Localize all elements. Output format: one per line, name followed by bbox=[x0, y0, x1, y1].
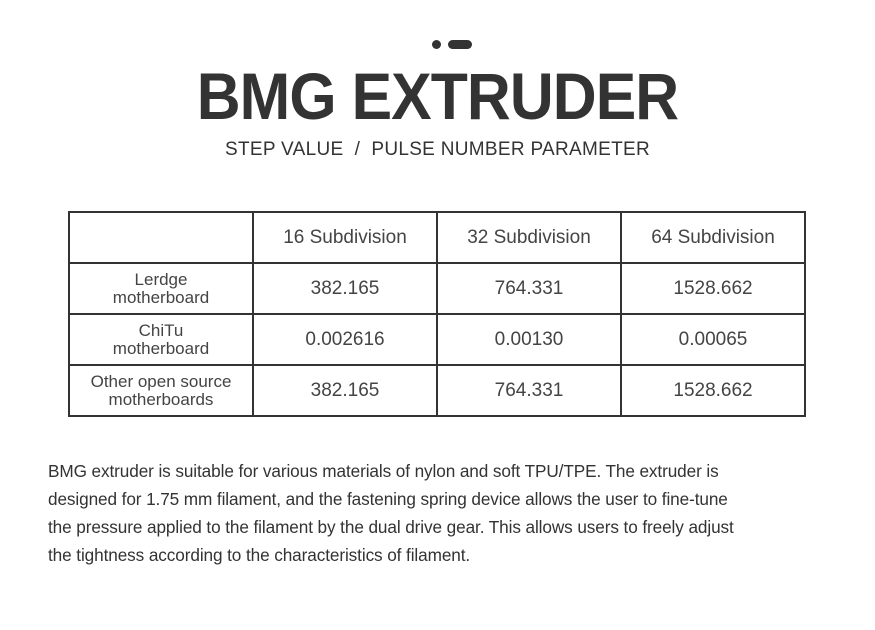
value-cell: 764.331 bbox=[437, 263, 621, 314]
description-line: the pressure applied to the filament by the dual drive gear. This allows users to freely adjust bbox=[48, 517, 734, 537]
dot-icon bbox=[432, 40, 441, 49]
step-value-table bbox=[68, 211, 806, 417]
description-paragraph bbox=[48, 457, 734, 569]
description-line: designed for 1.75 mm filament, and the fastening spring device allows the user to fine-tune bbox=[48, 489, 728, 509]
value-cell: 382.165 bbox=[253, 365, 437, 416]
value-cell: 0.002616 bbox=[253, 314, 437, 365]
value-cell: 382.165 bbox=[253, 263, 437, 314]
row-label bbox=[69, 263, 253, 314]
value-cell: 1528.662 bbox=[621, 263, 805, 314]
value-cell: 0.00130 bbox=[437, 314, 621, 365]
header-cell: 16 Subdivision bbox=[253, 212, 437, 263]
page-title: BMG EXTRUDER bbox=[196, 59, 679, 133]
decorative-dots bbox=[14, 40, 875, 49]
table-row bbox=[69, 263, 805, 314]
header-cell: 64 Subdivision bbox=[621, 212, 805, 263]
table-row bbox=[69, 365, 805, 416]
pill-icon bbox=[448, 40, 472, 49]
row-label-line: Other open source bbox=[90, 371, 232, 391]
value-cell: 1528.662 bbox=[621, 365, 805, 416]
row-label-line: motherboard bbox=[112, 338, 210, 358]
header-cell: 32 Subdivision bbox=[437, 212, 621, 263]
value-cell: 0.00065 bbox=[621, 314, 805, 365]
header-cell-empty bbox=[69, 212, 253, 263]
table-row bbox=[69, 314, 805, 365]
row-label-line: ChiTu bbox=[138, 320, 184, 340]
value-cell: 764.331 bbox=[437, 365, 621, 416]
row-label bbox=[69, 365, 253, 416]
description-line: the tightness according to the characteristics of filament. bbox=[48, 545, 471, 565]
row-label-line: Lerdge bbox=[134, 269, 188, 289]
table-header-row bbox=[69, 212, 805, 263]
row-label-line: motherboards bbox=[108, 389, 214, 409]
description-line: BMG extruder is suitable for various materials of nylon and soft TPU/TPE. The extruder is bbox=[48, 461, 719, 481]
row-label bbox=[69, 314, 253, 365]
row-label-line: motherboard bbox=[112, 287, 210, 307]
page-subtitle: STEP VALUE / PULSE NUMBER PARAMETER bbox=[225, 139, 650, 160]
